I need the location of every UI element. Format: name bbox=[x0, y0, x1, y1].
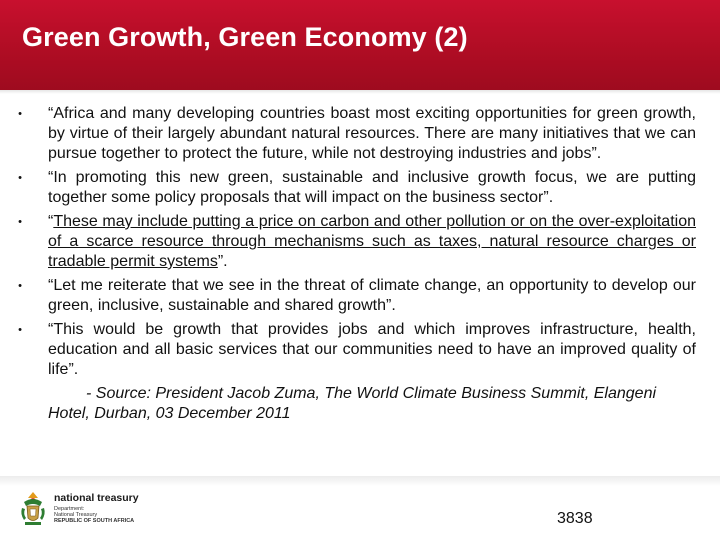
bullet-item bbox=[14, 320, 696, 380]
logo-country: REPUBLIC OF SOUTH AFRICA bbox=[54, 518, 135, 524]
source-dash: - bbox=[86, 385, 96, 402]
national-treasury-logo bbox=[18, 490, 158, 530]
bullet-text: “Let me reiterate that we see in the threat of climate change, an opportunity to develop our green, inclusive, sustainable and shared growth”. bbox=[48, 277, 696, 314]
title-bar-shadow bbox=[0, 90, 720, 94]
bullet-dot-icon: • bbox=[18, 280, 22, 292]
bullet-dot-icon: • bbox=[18, 324, 22, 336]
logo-department-name: National Treasury bbox=[54, 512, 98, 518]
bullet-item bbox=[14, 168, 696, 208]
bullet-dot-icon: • bbox=[18, 172, 22, 184]
bullet-text: “This would be growth that provides jobs and which improves infrastructure, health, education and all basic services that our communities need to have an improved quality of life”. bbox=[48, 321, 696, 378]
source-text: Source: President Jacob Zuma, The World Climate Business Summit, Elangeni Hotel, Durban, 03 December 2011 bbox=[48, 385, 657, 422]
slide-body bbox=[14, 104, 696, 424]
bullet-dot-icon: • bbox=[18, 108, 22, 120]
title-bar bbox=[0, 0, 720, 90]
bullet-item bbox=[14, 276, 696, 316]
bullet-text: “ bbox=[48, 213, 54, 230]
slide-title: Green Growth, Green Economy (2) bbox=[22, 22, 468, 52]
bullet-text: “In promoting this new green, sustainable and inclusive growth focus, we are putting together some policy proposals that will impact on the business sector”. bbox=[48, 169, 696, 206]
bullet-dot-icon: • bbox=[18, 216, 22, 228]
coat-of-arms-icon bbox=[18, 490, 48, 528]
source-citation bbox=[14, 384, 696, 424]
bullet-list bbox=[14, 104, 696, 380]
logo-department: Department: bbox=[54, 506, 85, 512]
bullet-text: ”. bbox=[217, 253, 228, 270]
bullet-item bbox=[14, 212, 696, 272]
page-number: 3838 bbox=[557, 510, 593, 527]
footer-divider bbox=[0, 476, 720, 486]
bullet-text: “Africa and many developing countries boast most exciting opportunities for green growth, by virtue of their largely abundant natural resources. There are many initiatives that we can pursue together to protect the future, while not destroying industries and jobs”. bbox=[48, 105, 696, 162]
bullet-item bbox=[14, 104, 696, 164]
logo-name: national treasury bbox=[54, 492, 139, 504]
underlined-quote-text: These may include putting a price on carbon and other pollution or on the over-exploitation of a scarce resource through mechanisms such as taxes, natural resource charges or tradable permit systems bbox=[48, 213, 696, 270]
